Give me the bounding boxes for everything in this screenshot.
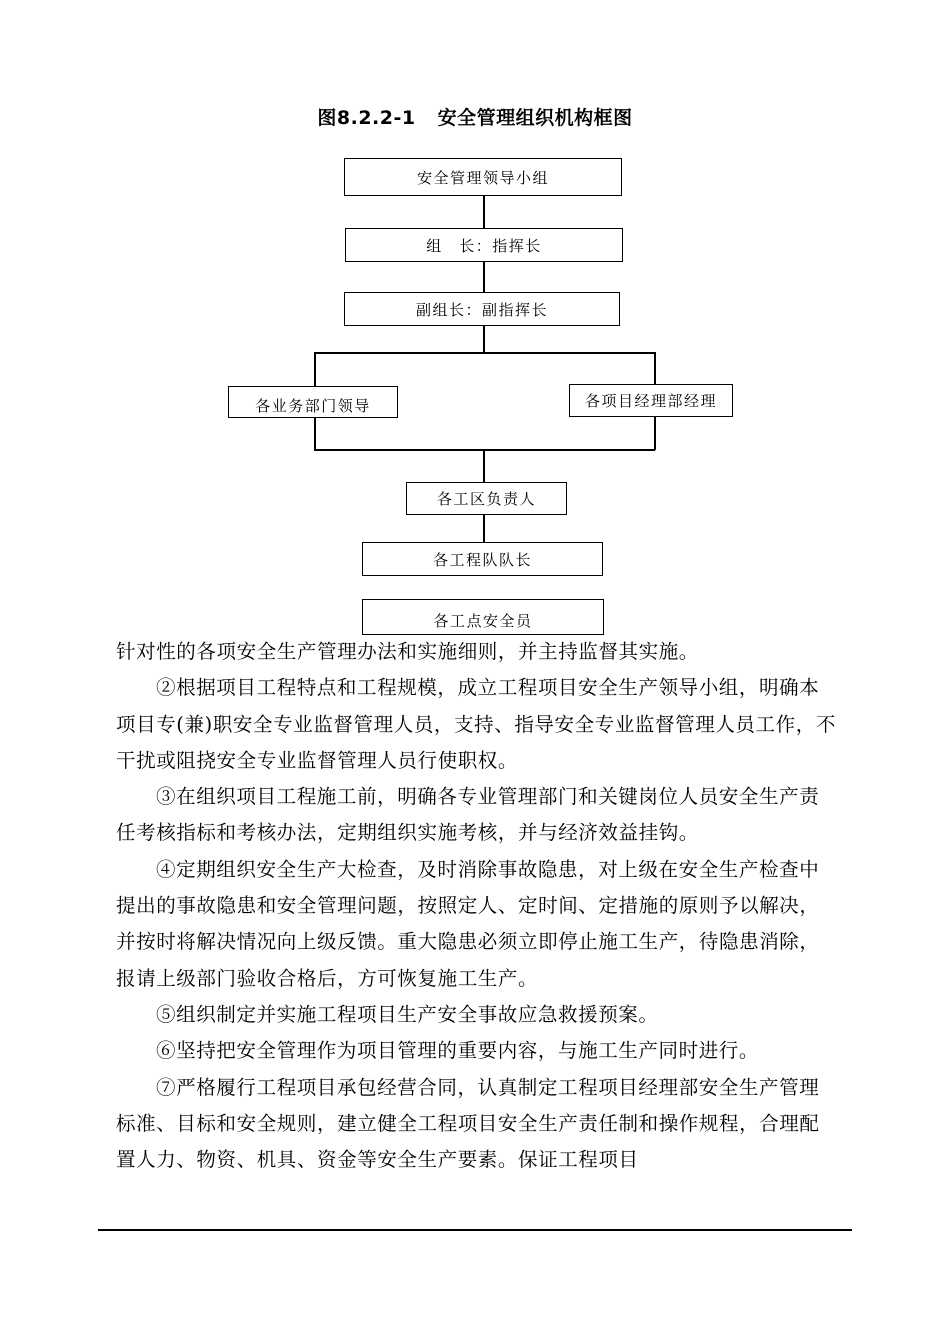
connector-zone-team — [483, 515, 485, 542]
connector-merge-left — [314, 418, 316, 450]
paragraph-item-5: ⑤组织制定并实施工程项目生产安全事故应急救援预案。 — [156, 1002, 659, 1026]
paragraph-item-3: ③在组织项目工程施工前，明确各专业管理部门和关键岗位人员安全生产责任考核指标和考核办法，定期组织实施考核，并与经济效益挂钩。 — [116, 785, 820, 845]
org-box-zone: 各工区负责人 — [406, 482, 567, 515]
paragraph-continuation: 针对性的各项安全生产管理办法和实施细则，并主持监督其实施。 — [116, 640, 699, 663]
connector-merge-zone — [483, 449, 485, 482]
connector-merge-right — [654, 417, 656, 450]
figure-title — [0, 103, 950, 130]
org-box-right-branch: 各项目经理部经理 — [569, 384, 733, 417]
org-box-team: 各工程队队长 — [362, 542, 603, 576]
figure-caption: 安全管理组织机构框图 — [437, 107, 633, 129]
org-box-deputy: 副组长：副指挥长 — [344, 292, 620, 326]
footer-rule — [98, 1229, 852, 1231]
paragraph-item-4: ④定期组织安全生产大检查，及时消除事故隐患，对上级在安全生产检查中提出的事故隐患和安全管理问题，按照定人、定时间、定措施的原则予以解决，并按时将解决情况向上级反馈。重大隐患必须立即停止施工生产，待隐患消除，报请上级部门验收合格后，方可恢复施工生产。 — [116, 857, 820, 990]
org-box-site: 各工点安全员 — [362, 599, 604, 635]
connector-split-right — [654, 352, 656, 384]
connector-deputy-split — [483, 326, 485, 353]
org-box-top: 安全管理领导小组 — [344, 158, 622, 196]
figure-number: 图8.2.2-1 — [317, 107, 416, 129]
org-box-left-branch: 各业务部门领导 — [228, 386, 398, 418]
paragraph-item-7: ⑦严格履行工程项目承包经营合同，认真制定工程项目经理部安全生产管理标准、目标和安全规则，建立健全工程项目安全生产责任制和操作规程，合理配置人力、物资、机具、资金等安全生产要素。保证工程项目 — [116, 1075, 820, 1172]
paragraph-item-2: ②根据项目工程特点和工程规模，成立工程项目安全生产领导小组，明确本项目专(兼)职安全专业监督管理人员，支持、指导安全专业监督管理人员工作，不干扰或阻挠安全专业监督管理人员行使职权。 — [116, 676, 836, 772]
connector-split-horizontal — [314, 352, 655, 354]
connector-split-left — [314, 352, 316, 386]
connector-top-leader — [483, 196, 485, 228]
connector-leader-deputy — [483, 262, 485, 292]
body-text — [116, 634, 836, 1178]
connector-merge-horizontal — [314, 449, 655, 451]
org-box-leader: 组 长：指挥长 — [345, 228, 623, 262]
paragraph-item-6: ⑥坚持把安全管理作为项目管理的重要内容，与施工生产同时进行。 — [156, 1039, 760, 1063]
